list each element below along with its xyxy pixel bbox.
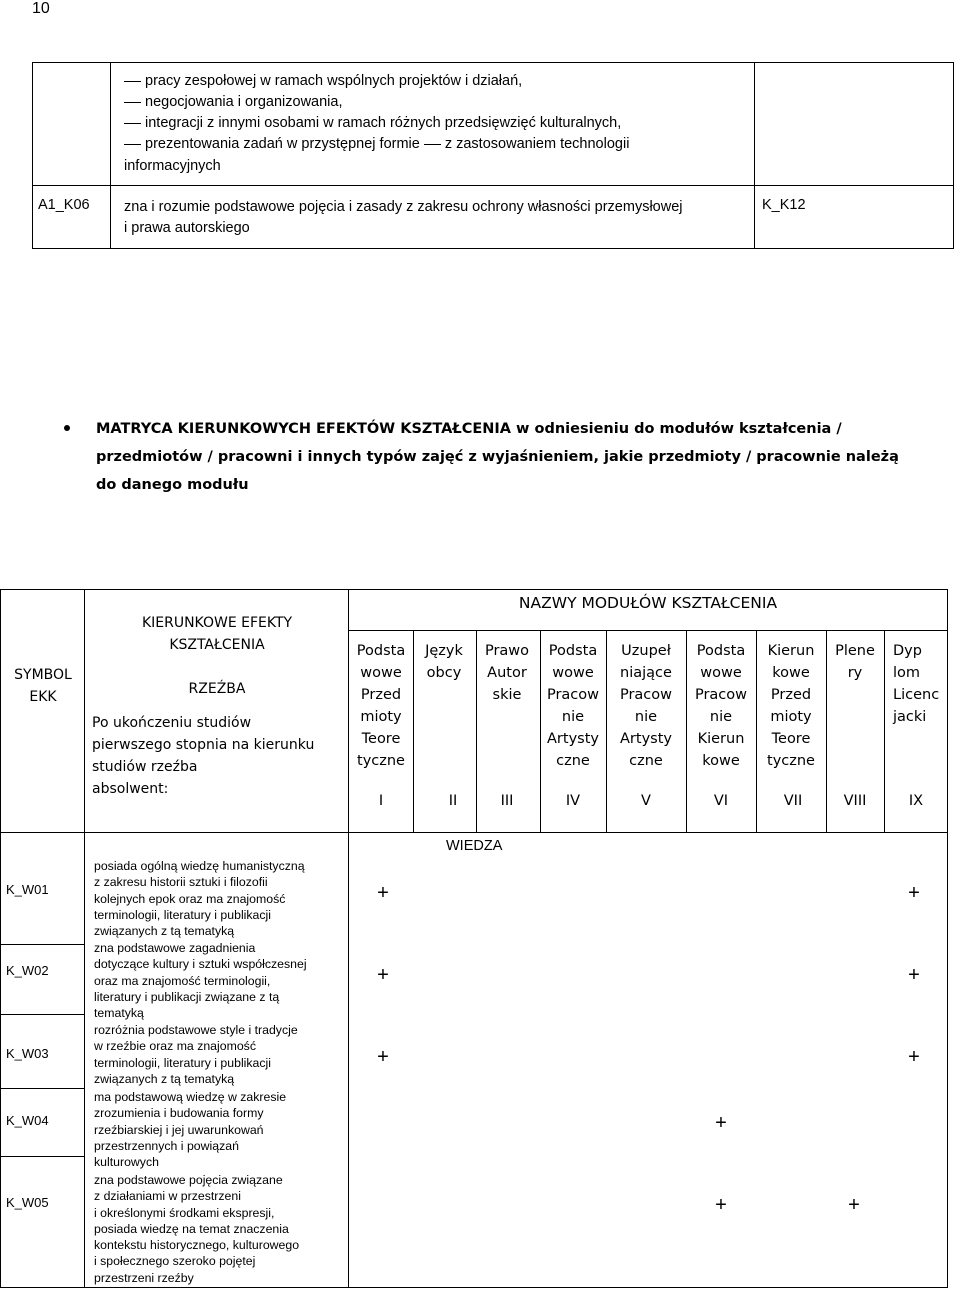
row-symbol: A1_K06 (38, 197, 90, 213)
module-name: Kierun kowe Przed mioty Teore tyczne (767, 643, 815, 769)
effect-description: zna podstawowe pojęcia związane z działaniami w przestrzeni i określonymi środkami ekspresji, posiada wiedzę na temat znaczenia kontekstu historycznego, kulturowego i społecznego szeroko pojętej przestrzeni rzeźby (94, 1173, 300, 1285)
list-item: prezentowania zadań w przystępnej formie z zastosowaniem technologii (124, 134, 629, 154)
effect-symbol: K_W01 (6, 882, 49, 897)
effects-header: KIERUNKOWE EFEKTY KSZTAŁCENIA RZEŹBA Po ukończeniu studiów pierwszego stopnia na kierunku studiów rzeźba absolwent: (92, 615, 315, 797)
module-name: Podsta wowe Przed mioty Teore tyczne (356, 643, 406, 769)
module-numeral: III (500, 793, 514, 809)
plus-mark: + (377, 882, 389, 904)
page-number: 10 (32, 0, 50, 17)
module-numeral: IX (908, 793, 924, 809)
module-name: Podsta wowe Pracow nie Kierun kowe (694, 643, 748, 769)
list-item: negocjowania i organizowania, (124, 92, 343, 112)
module-numeral: VII (783, 793, 803, 809)
module-name: Plene ry (835, 643, 875, 681)
list-item: pracy zespołowej w ramach wspólnych projektów i działań, (124, 71, 522, 91)
plus-mark: + (377, 1046, 389, 1068)
module-numeral: II (448, 793, 458, 809)
effect-symbol: K_W02 (6, 963, 49, 978)
module-name: Prawo Autor skie (484, 643, 530, 703)
plus-mark: + (908, 1046, 920, 1068)
section-heading: MATRYCA KIERUNKOWYCH EFEKTÓW KSZTAŁCENIA w odniesieniu do modułów kształcenia / przedmiotów / pracowni i innych typów zajęć z wyjaśnieniem, jakie przedmioty / pracownie należą do danego modułu (96, 421, 899, 493)
module-name: Uzupeł niające Pracow nie Artysty czne (619, 643, 673, 769)
modules-header: NAZWY MODUŁÓW KSZTAŁCENIA (518, 594, 778, 612)
plus-mark: + (715, 1194, 727, 1216)
plus-mark: + (848, 1194, 860, 1216)
plus-mark: + (908, 964, 920, 986)
effect-description: rozróżnia podstawowe style i tradycje w rzeźbie oraz ma znajomość terminologii, literatury i publikacji związanych z tą tematyką (94, 1023, 298, 1086)
symbol-header: SYMBOL EKK (14, 667, 72, 705)
list-item: integracji z innymi osobami w ramach różnych przedsięwzięć kulturalnych, (124, 113, 621, 133)
section-label: WIEDZA (446, 838, 503, 854)
plus-mark: + (908, 882, 920, 904)
effect-description: ma podstawową wiedzę w zakresie zrozumienia i budowania formy rzeźbiarskiej i jej uwarunkowań przestrzennych i powiązań kulturowych (94, 1090, 287, 1170)
effect-description: zna podstawowe zagadnienia dotyczące kultury i sztuki współczesnej oraz ma znajomość terminologii, literatury i publikacji związane z tą tematyką (94, 941, 307, 1021)
effect-symbol: K_W05 (6, 1195, 49, 1210)
effect-description: posiada ogólną wiedzę humanistyczną z zakresu historii sztuki i filozofii kolejnych epok oraz ma znajomość terminologii, literatury i publikacji związanych z tą tematyką (94, 859, 305, 939)
module-name: Język obcy (425, 643, 463, 681)
plus-mark: + (377, 964, 389, 986)
module-name: Dyp lom Licenc jacki (893, 643, 940, 725)
module-numeral: IV (565, 793, 581, 809)
bullet-icon (64, 425, 70, 431)
row-description: zna i rozumie podstawowe pojęcia i zasady z zakresu ochrony własności przemysłowej i prawa autorskiego (124, 199, 683, 236)
list-item-continuation: informacyjnych (124, 158, 221, 174)
row-reference: K_K12 (762, 197, 806, 213)
module-numeral: VIII (843, 793, 867, 809)
effect-symbol: K_W04 (6, 1113, 49, 1128)
module-numeral: I (378, 793, 384, 809)
module-name: Podsta wowe Pracow nie Artysty czne (546, 643, 600, 769)
plus-mark: + (715, 1112, 727, 1134)
module-numeral: VI (713, 793, 729, 809)
effect-symbol: K_W03 (6, 1046, 49, 1061)
module-numeral: V (641, 793, 651, 809)
